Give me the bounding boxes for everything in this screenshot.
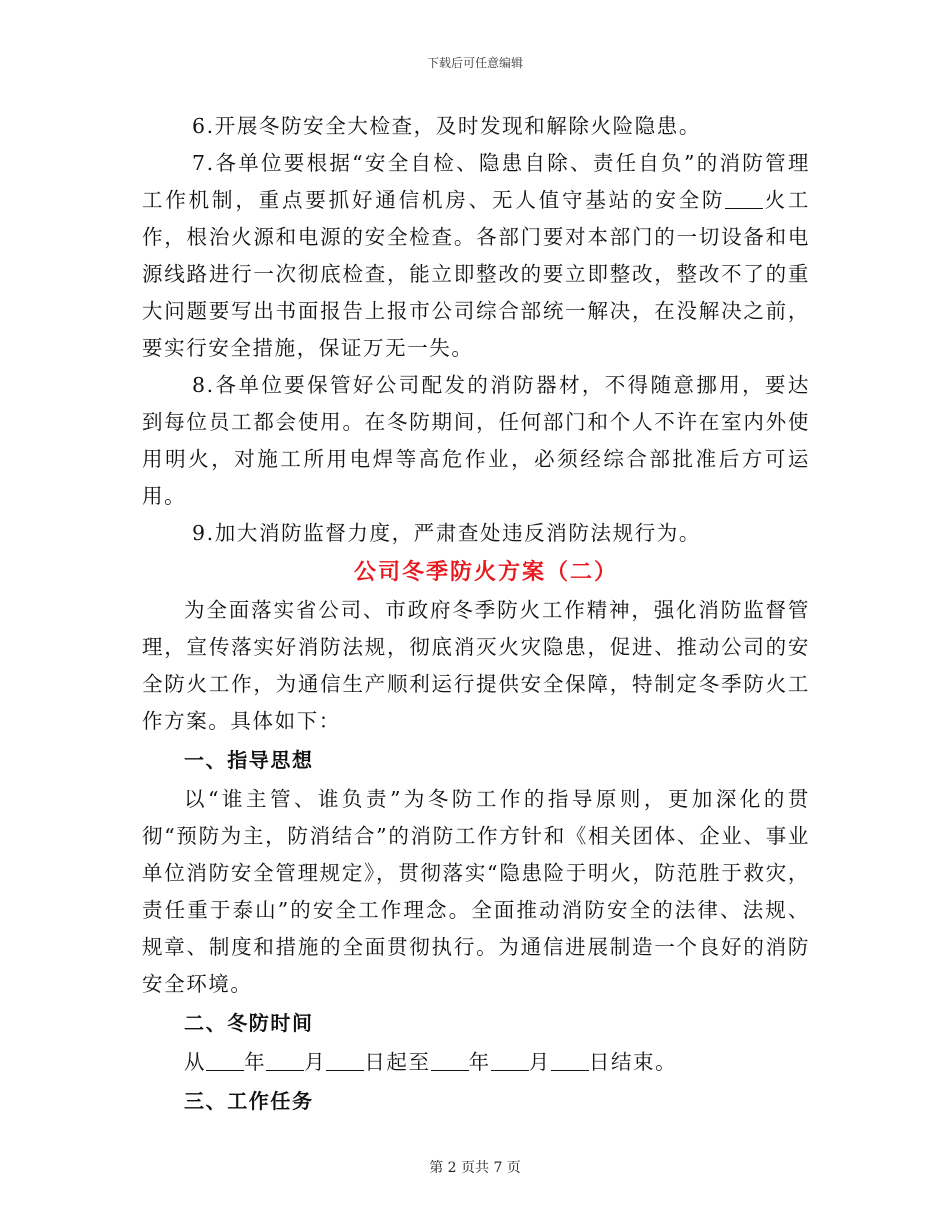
item-text: 加大消防监督力度，严肃查处违反消防法规行为。 — [214, 521, 701, 545]
item-text-continued: 火工作，根治火源和电源的安全检查。各部门要对本部门的一切设备和电源线路进行一次彻底检查，能立即整改的要立即整改，整改不了的重大问题要写出书面报告上报市公司综合部统一解决，在没解决之前，要实行安全措施，保证万无一失。 — [142, 188, 811, 360]
time-year-start: 年 — [244, 1050, 267, 1074]
time-day-start: 日起至 — [364, 1050, 431, 1074]
fill-in-blank — [551, 1050, 589, 1072]
fill-in-blank — [725, 188, 763, 210]
item-text: 各单位要保管好公司配发的消防器材，不得随意挪用，要达到每位员工都会使用。在冬防期间，任何部门和个人不许在室内外使用明火，对施工所用电焊等高危作业，必须经综合部批准后方可运用。 — [142, 373, 810, 508]
list-item-6 — [142, 108, 810, 145]
intro-paragraph: 为全面落实省公司、市政府冬季防火工作精神，强化消防监督管理，宣传落实好消防法规，彻底消灭火灾隐患，促进、推动公司的安全防火工作，为通信生产顺利运行提供安全保障，特制定冬季防火工作方案。具体如下： — [142, 598, 810, 733]
guiding-paragraph: 以“谁主管、谁负责”为冬防工作的指导原则，更加深化的贯彻“预防为主，防消结合”的消防工作方针和《相关团体、企业、事业单位消防安全管理规定》，贯彻落实“隐患险于明火，防范胜于救灾，责任重于泰山”的安全工作理念。全面推动消防安全的法律、法规、规章、制度和措施的全面贯彻执行。为通信进展制造一个良好的消防安全环境。 — [142, 787, 810, 996]
list-item-9 — [142, 515, 810, 552]
time-month-end: 月 — [528, 1050, 551, 1074]
fill-in-blank — [266, 1050, 304, 1072]
item-number: 6. — [192, 114, 215, 138]
item-text: 各单位要根据“安全自检、隐患自除、责任自负”的消防管理工作机制，重点要抓好通信机房、无人值守基站的安全防 — [142, 151, 810, 212]
time-from: 从 — [184, 1050, 207, 1074]
fill-in-blank — [326, 1050, 364, 1072]
list-item-7 — [142, 145, 810, 367]
fill-in-blank — [206, 1050, 244, 1072]
heading-winter-period: 二、冬防时间 — [184, 1011, 314, 1035]
time-year-end: 年 — [468, 1050, 491, 1074]
time-month-start: 月 — [304, 1050, 327, 1074]
page-number: 第 2 页共 7 页 — [429, 1160, 521, 1176]
item-number: 9. — [192, 521, 215, 545]
heading-guiding-ideas: 一、指导思想 — [184, 748, 314, 772]
document-body — [142, 108, 810, 1122]
heading-work-tasks: 三、工作任务 — [184, 1089, 314, 1113]
time-line — [142, 1044, 810, 1081]
fill-in-blank — [491, 1050, 529, 1072]
list-item-8 — [142, 367, 810, 515]
item-number: 7. — [192, 151, 215, 175]
time-day-end: 日结束。 — [588, 1050, 678, 1074]
fill-in-blank — [431, 1050, 469, 1072]
item-number: 8. — [192, 373, 215, 397]
section-title: 公司冬季防火方案（二） — [353, 559, 618, 585]
header-note: 下载后可任意编辑 — [426, 56, 523, 70]
item-text: 开展冬防安全大检查，及时发现和解除火险隐患。 — [214, 114, 701, 138]
